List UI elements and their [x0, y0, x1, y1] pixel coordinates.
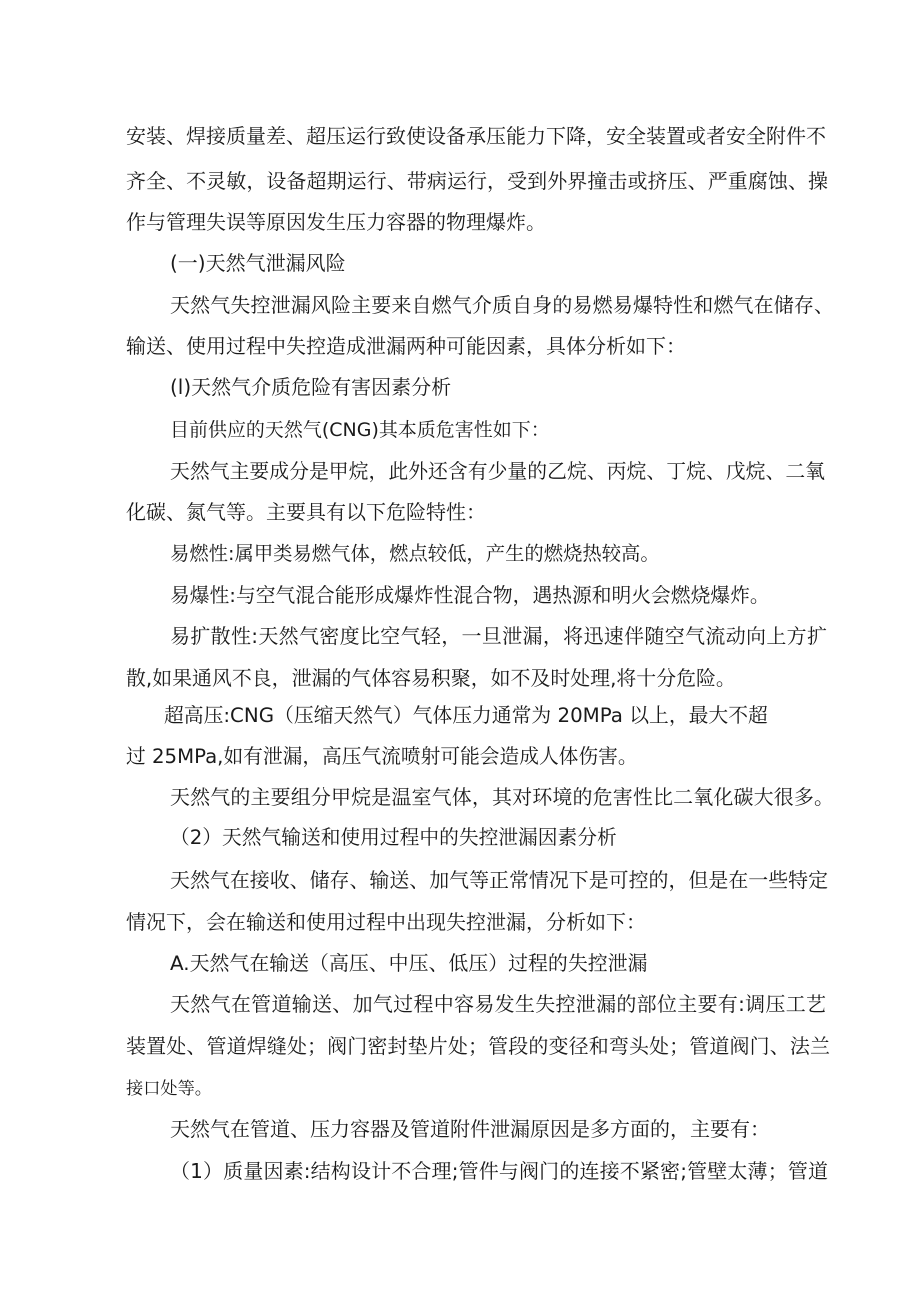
- text-line: 装置处、管道焊缝处；阀门密封垫片处；管段的变径和弯头处；管道阀门、法兰: [126, 1034, 831, 1058]
- text-line: 易爆性:与空气混合能形成爆炸性混合物，遇热源和明火会燃烧爆炸。: [170, 584, 770, 607]
- subsection-heading: A.天然气在输送（高压、中压、低压）过程的失控泄漏: [170, 952, 648, 975]
- subsection-heading: (l)天然气介质危险有害因素分析: [170, 375, 452, 399]
- text-line: 天然气主要成分是甲烷，此外还含有少量的乙烷、丙烷、丁烷、戊烷、二氧: [170, 460, 826, 483]
- text-line: 天然气在管道、压力容器及管道附件泄漏原因是多方面的，主要有：: [170, 1117, 770, 1141]
- text-line: 天然气的主要组分甲烷是温室气体，其对环境的危害性比二氧化碳大很多。: [170, 785, 835, 809]
- section-heading: (一)天然气泄漏风险: [170, 251, 346, 275]
- text-line: 安装、焊接质量差、超压运行致使设备承压能力下降，安全装置或者安全附件不: [126, 124, 826, 148]
- text-line: 天然气在接收、储存、输送、加气等正常情况下是可控的，但是在一些特定: [170, 869, 829, 892]
- text-line: 输送、使用过程中失控造成泄漏两种可能因素，具体分析如下：: [126, 334, 686, 358]
- text-line: 目前供应的天然气(CNG)其本质危害性如下：: [170, 419, 550, 441]
- text-line: 天然气失控泄漏风险主要来自燃气介质自身的易燃易爆特性和燃气在储存、: [170, 293, 835, 317]
- text-line: 情况下，会在输送和使用过程中出现失控泄漏，分析如下：: [126, 910, 646, 934]
- text-line: 齐全、不灵敏，设备超期运行、带病运行，受到外界撞击或挤压、严重腐蚀、操: [126, 169, 829, 193]
- text-line: （1）质量因素:结构设计不合理;管件与阀门的连接不紧密;管壁太薄；管道: [170, 1159, 829, 1183]
- text-line: 化碳、氮气等。主要具有以下危险特性：: [126, 500, 486, 524]
- text-line: 作与管理失误等原因发生压力容器的物理爆炸。: [126, 210, 546, 234]
- text-line: 接口处等。: [126, 1079, 212, 1099]
- text-line: 超高压:CNG（压缩天然气）气体压力通常为 20MPa 以上，最大不超: [164, 704, 768, 727]
- text-line: 散,如果通风不良，泄漏的气体容易积聚，如不及时处理,将十分危险。: [126, 667, 736, 690]
- text-line: 天然气在管道输送、加气过程中容易发生失控泄漏的部位主要有:调压工艺: [170, 992, 827, 1016]
- text-line: 易燃性:属甲类易燃气体，燃点较低，产生的燃烧热较高。: [170, 542, 660, 565]
- subsection-heading: （2）天然气输送和使用过程中的失控泄漏因素分析: [170, 826, 617, 849]
- text-line: 易扩散性:天然气密度比空气轻，一旦泄漏，将迅速伴随空气流动向上方扩: [170, 624, 828, 648]
- text-line: 过 25MPa,如有泄漏，高压气流喷射可能会造成人体伤害。: [126, 745, 638, 768]
